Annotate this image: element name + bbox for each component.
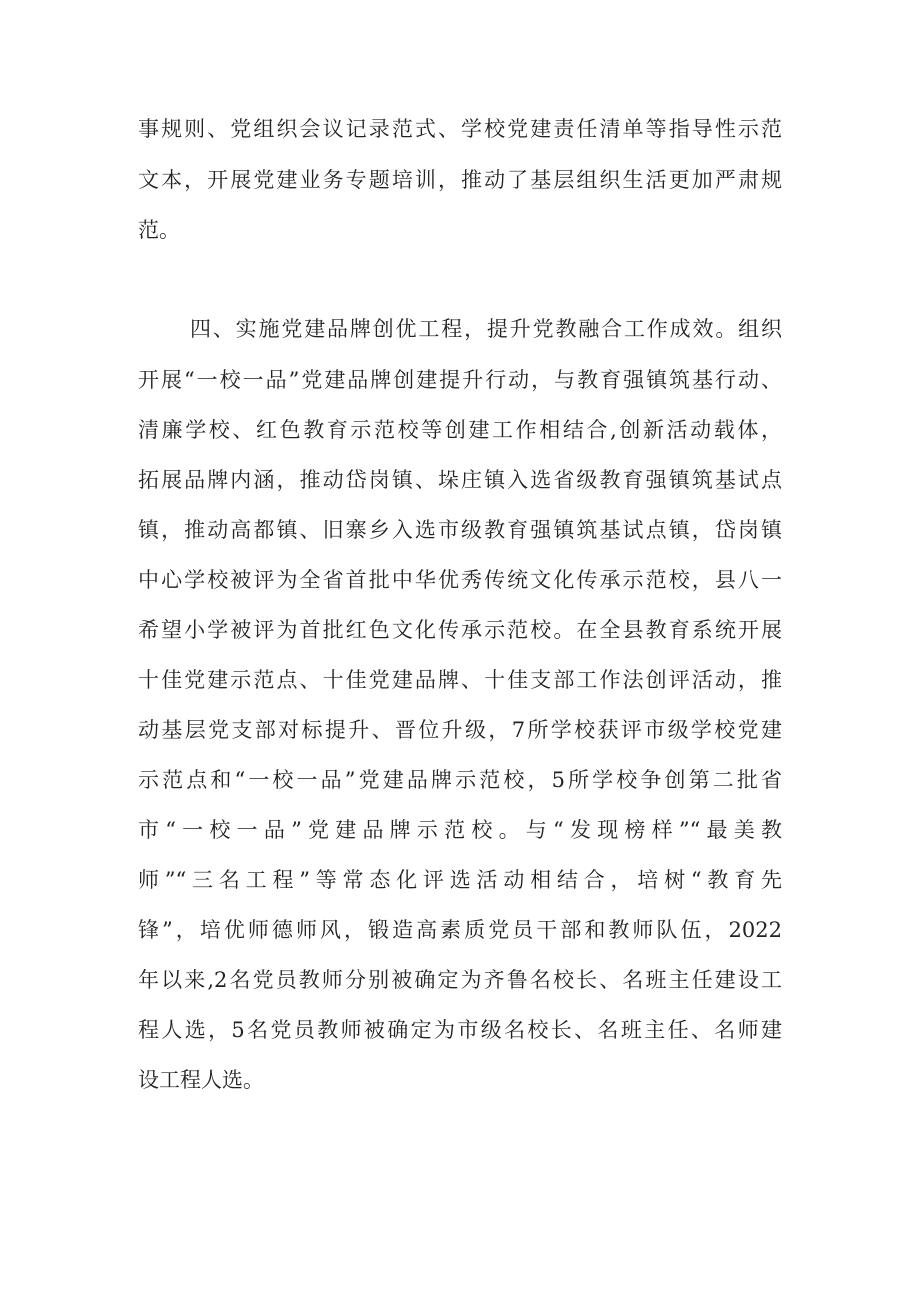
paragraph-line: 镇，推动高都镇、旧寨乡入选市级教育强镇筑基试点镇，岱岗镇 bbox=[138, 518, 782, 542]
paragraph-line: 希望小学被评为首批红色文化传承示范校。在全县教育系统开展 bbox=[138, 618, 782, 642]
paragraph-line: 师”“三名工程”等常态化评选活动相结合，培树“教育先 bbox=[138, 868, 782, 892]
paragraph-line: 十佳党建示范点、十佳党建品牌、十佳支部工作法创评活动，推 bbox=[138, 668, 782, 692]
paragraph-line: 四、实施党建品牌创优工程，提升党教融合工作成效。组织 bbox=[190, 317, 782, 341]
paragraph-line: 动基层党支部对标提升、晋位升级，7所学校获评市级学校党建 bbox=[138, 718, 782, 742]
paragraph-line: 示范点和“一校一品”党建品牌示范校，5所学校争创第二批省 bbox=[138, 768, 782, 792]
paragraph-line: 开展“一校一品”党建品牌创建提升行动，与教育强镇筑基行动、 bbox=[138, 368, 782, 392]
paragraph-line: 年以来,2名党员教师分别被确定为齐鲁名校长、名班主任建设工 bbox=[138, 968, 782, 992]
paragraph-line: 中心学校被评为全省首批中华优秀传统文化传承示范校，县八一 bbox=[138, 568, 782, 592]
paragraph-line: 范。 bbox=[138, 218, 180, 242]
paragraph-line: 锋”，培优师德师风，锻造高素质党员干部和教师队伍，2022 bbox=[138, 918, 782, 942]
paragraph-line: 拓展品牌内涵，推动岱岗镇、垛庄镇入选省级教育强镇筑基试点 bbox=[138, 468, 782, 492]
paragraph-line: 程人选，5名党员教师被确定为市级名校长、名班主任、名师建 bbox=[138, 1018, 782, 1042]
paragraph-line: 清廉学校、红色教育示范校等创建工作相结合,创新活动载体， bbox=[138, 418, 782, 442]
paragraph-line: 事规则、党组织会议记录范式、学校党建责任清单等指导性示范 bbox=[138, 117, 782, 141]
paragraph-line: 设工程人选。 bbox=[138, 1068, 264, 1092]
paragraph-line: 文本，开展党建业务专题培训，推动了基层组织生活更加严肃规 bbox=[138, 168, 782, 192]
paragraph-line: 市“一校一品”党建品牌示范校。与“发现榜样”“最美教 bbox=[138, 818, 782, 842]
